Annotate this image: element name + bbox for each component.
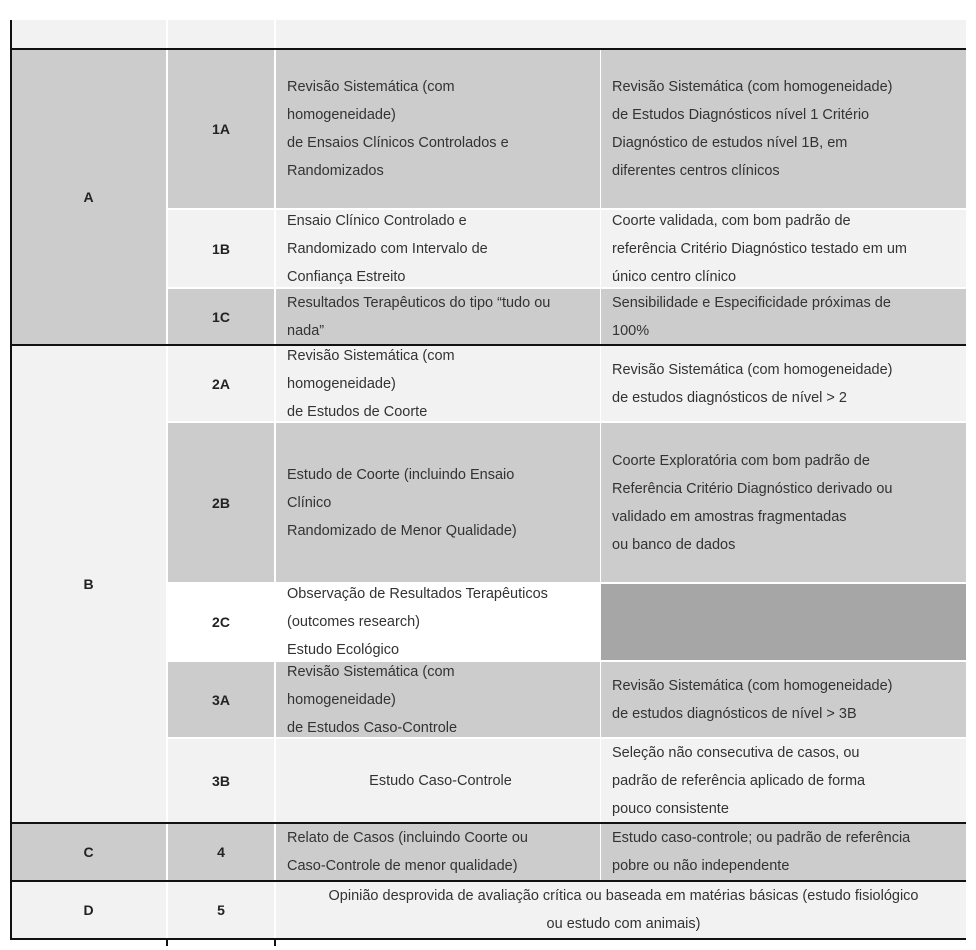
diagnosis-cell: Sensibilidade e Especificidade próximas de 100% xyxy=(601,289,966,344)
evidence-level: 1C xyxy=(168,289,274,344)
grade-d: D xyxy=(10,882,167,938)
row-divider xyxy=(10,48,966,50)
column-divider xyxy=(274,20,276,938)
table-bottom-border xyxy=(10,938,966,940)
evidence-level: 3B xyxy=(168,739,274,822)
grade-a: A xyxy=(10,50,167,344)
column-tick xyxy=(166,938,168,946)
therapy-cell: Opinião desprovida de avaliação crítica ou baseada em matérias básicas (estudo fisiológico ou estudo com animais) xyxy=(276,882,966,938)
therapy-cell: Observação de Resultados Terapêuticos (outcomes research) Estudo Ecológico xyxy=(276,584,600,660)
row-divider xyxy=(10,822,966,824)
grade-b: B xyxy=(10,346,167,822)
evidence-level: 2A xyxy=(168,346,274,421)
therapy-cell: Estudo Caso-Controle xyxy=(276,739,600,822)
evidence-level: 2B xyxy=(168,423,274,582)
row-divider xyxy=(10,344,966,346)
diagnosis-cell: Revisão Sistemática (com homogeneidade) de Estudos Diagnósticos nível 1 Critério Diagnóstico de estudos nível 1B, em diferentes centros clínicos xyxy=(601,50,966,208)
diagnosis-cell: Revisão Sistemática (com homogeneidade) de estudos diagnósticos de nível > 2 xyxy=(601,346,966,421)
therapy-cell: Revisão Sistemática (com homogeneidade) de Estudos Caso-Controle xyxy=(276,662,600,737)
therapy-cell: Relato de Casos (incluindo Coorte ou Caso-Controle de menor qualidade) xyxy=(276,824,600,880)
evidence-level: 4 xyxy=(168,824,274,880)
column-tick xyxy=(274,938,276,946)
therapy-cell: Revisão Sistemática (com homogeneidade) de Ensaios Clínicos Controlados e Randomizados xyxy=(276,50,600,208)
evidence-level: 5 xyxy=(168,882,274,938)
therapy-cell: Resultados Terapêuticos do tipo “tudo ou nada” xyxy=(276,289,600,344)
column-divider xyxy=(166,20,168,938)
evidence-level: 2C xyxy=(168,584,274,660)
evidence-level: 3A xyxy=(168,662,274,737)
therapy-cell: Revisão Sistemática (com homogeneidade) de Estudos de Coorte xyxy=(276,346,600,421)
grade-c: C xyxy=(10,824,167,880)
diagnosis-cell xyxy=(601,584,966,660)
table-left-border xyxy=(10,20,12,940)
diagnosis-cell: Seleção não consecutiva de casos, ou padrão de referência aplicado de forma pouco consistente xyxy=(601,739,966,822)
therapy-cell: Ensaio Clínico Controlado e Randomizado com Intervalo de Confiança Estreito xyxy=(276,210,600,287)
diagnosis-cell: Estudo caso-controle; ou padrão de referência pobre ou não independente xyxy=(601,824,966,880)
evidence-level: 1B xyxy=(168,210,274,287)
therapy-cell: Estudo de Coorte (incluindo Ensaio Clínico Randomizado de Menor Qualidade) xyxy=(276,423,600,582)
table-header-row xyxy=(10,20,966,48)
diagnosis-cell: Coorte validada, com bom padrão de referência Critério Diagnóstico testado em um único centro clínico xyxy=(601,210,966,287)
row-divider xyxy=(10,880,966,882)
diagnosis-cell: Revisão Sistemática (com homogeneidade) de estudos diagnósticos de nível > 3B xyxy=(601,662,966,737)
diagnosis-cell: Coorte Exploratória com bom padrão de Referência Critério Diagnóstico derivado ou validado em amostras fragmentadas ou banco de dados xyxy=(601,423,966,582)
evidence-level: 1A xyxy=(168,50,274,208)
